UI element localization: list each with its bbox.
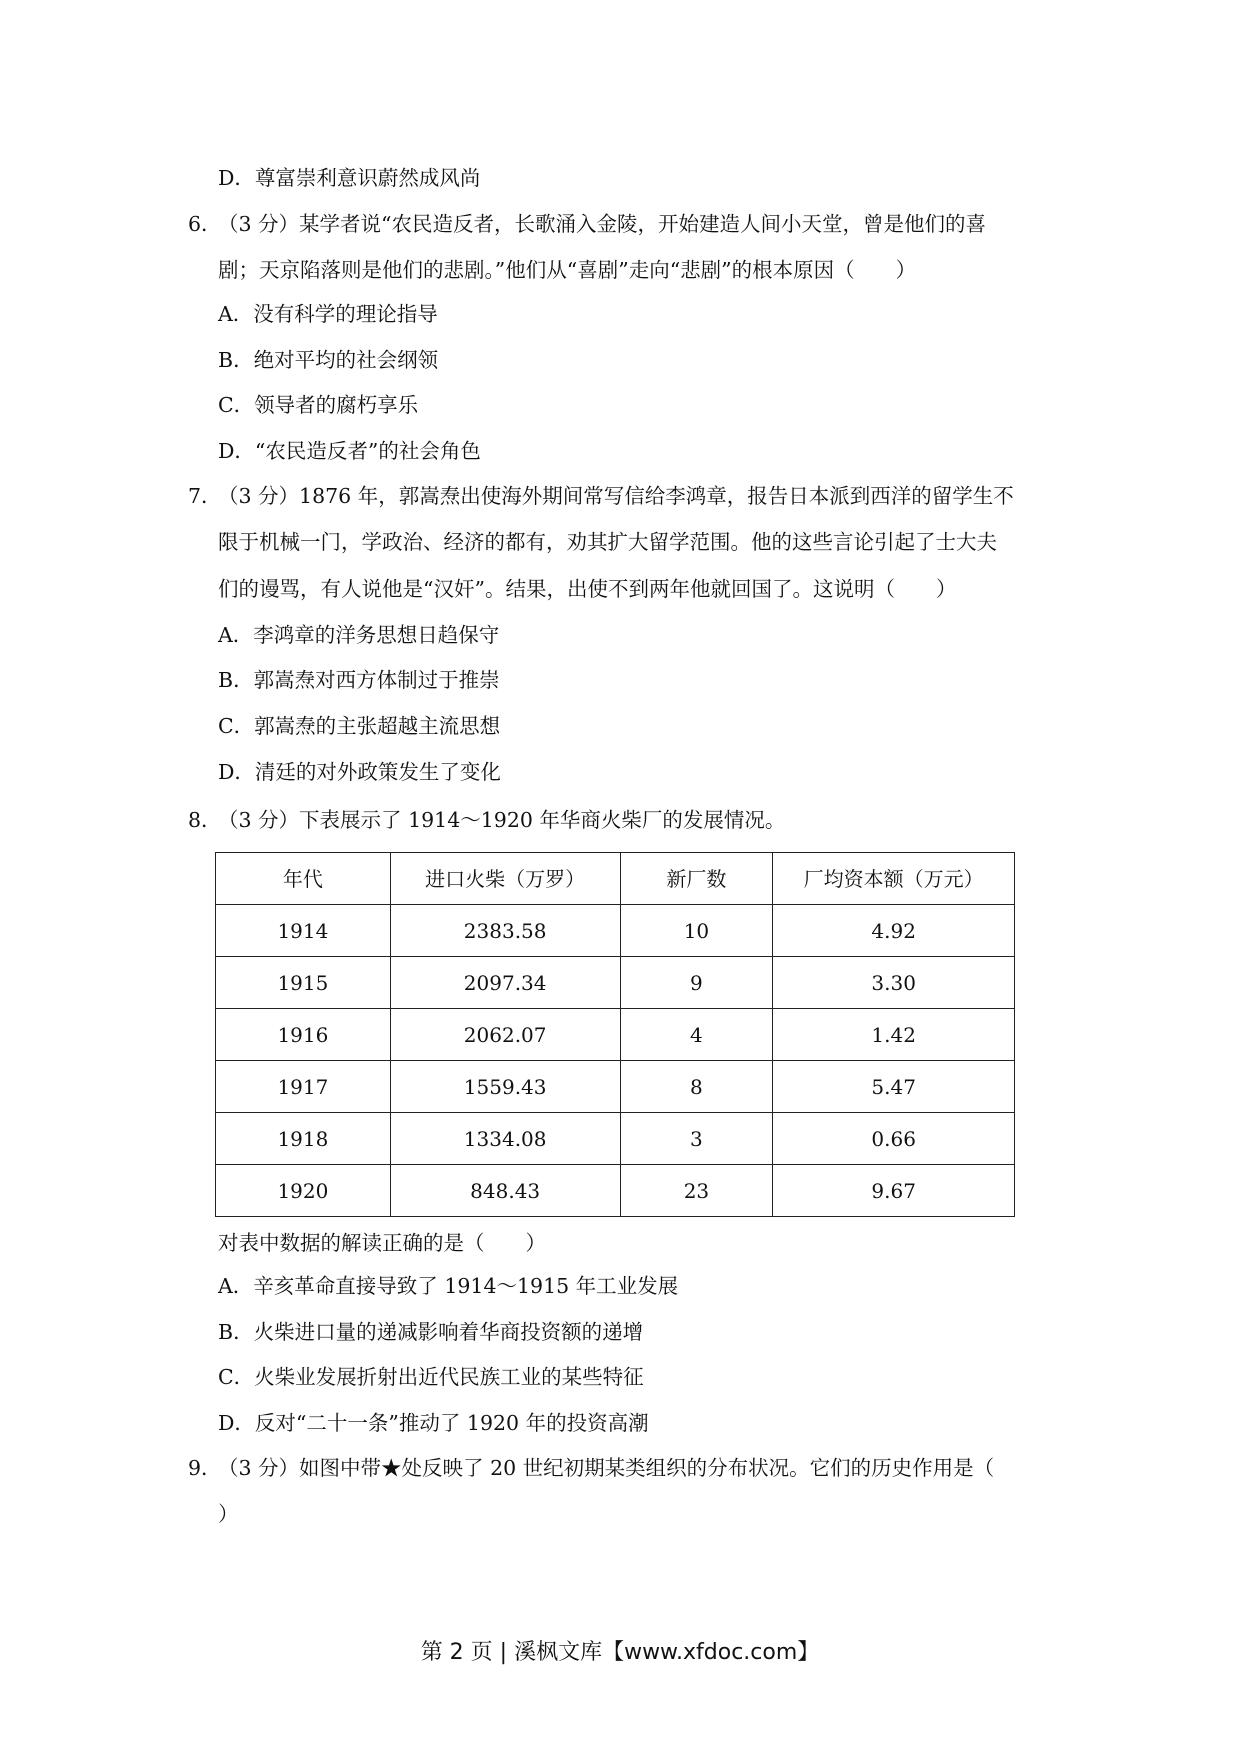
q6-number: 6． bbox=[188, 212, 222, 236]
table-cell: 1915 bbox=[216, 957, 391, 1009]
q9-line-1 bbox=[188, 1454, 994, 1482]
table-cell: 8 bbox=[620, 1061, 773, 1113]
table-cell: 1920 bbox=[216, 1165, 391, 1217]
table-header-cell: 年代 bbox=[216, 853, 391, 905]
q7-line-1 bbox=[188, 482, 1014, 510]
q6-option-a: A．没有科学的理论指导 bbox=[218, 302, 438, 326]
q8-option-c: C．火柴业发展折射出近代民族工业的某些特征 bbox=[218, 1365, 644, 1389]
q9-line-2: ） bbox=[218, 1502, 239, 1526]
table-row bbox=[216, 905, 1015, 957]
q7-option-b: B．郭嵩焘对西方体制过于推崇 bbox=[218, 668, 500, 692]
q9-number: 9． bbox=[188, 1456, 222, 1480]
q8-stem-1: （3 分）下表展示了 1914～1920 年华商火柴厂的发展情况。 bbox=[218, 808, 786, 832]
q6-option-b: B．绝对平均的社会纲领 bbox=[218, 348, 439, 372]
q8-line-1 bbox=[188, 806, 785, 834]
table-cell: 4.92 bbox=[773, 905, 1015, 957]
table-header-cell: 厂均资本额（万元） bbox=[773, 853, 1015, 905]
q6-stem-1: （3 分）某学者说“农民造反者，长歌涌入金陵，开始建造人间小天堂，曾是他们的喜 bbox=[218, 212, 987, 236]
q7-option-a: A．李鸿章的洋务思想日趋保守 bbox=[218, 623, 500, 647]
table-row bbox=[216, 1061, 1015, 1113]
table-cell: 2383.58 bbox=[390, 905, 620, 957]
q6-line-1 bbox=[188, 210, 986, 238]
table-header-row bbox=[216, 853, 1015, 905]
table-cell: 4 bbox=[620, 1009, 773, 1061]
q7-line-2: 限于机械一门，学政治、经济的都有，劝其扩大留学范围。他的这些言论引起了士大夫 bbox=[218, 530, 997, 554]
match-factory-table bbox=[215, 852, 1015, 1217]
q8-option-d: D．反对“二十一条”推动了 1920 年的投资高潮 bbox=[218, 1411, 649, 1435]
table-cell: 3.30 bbox=[773, 957, 1015, 1009]
table-cell: 23 bbox=[620, 1165, 773, 1217]
table-cell: 1914 bbox=[216, 905, 391, 957]
table-row bbox=[216, 957, 1015, 1009]
table-header-cell: 进口火柴（万罗） bbox=[390, 853, 620, 905]
table-cell: 1.42 bbox=[773, 1009, 1015, 1061]
q7-option-d: D．清廷的对外政策发生了变化 bbox=[218, 760, 501, 784]
table-cell: 10 bbox=[620, 905, 773, 957]
q7-option-c: C．郭嵩焘的主张超越主流思想 bbox=[218, 714, 501, 738]
table-row bbox=[216, 1113, 1015, 1165]
q6-option-d: D．“农民造反者”的社会角色 bbox=[218, 439, 481, 463]
q7-stem-1: （3 分）1876 年，郭嵩焘出使海外期间常写信给李鸿章，报告日本派到西洋的留学生不 bbox=[218, 484, 1014, 508]
table-cell: 2062.07 bbox=[390, 1009, 620, 1061]
table-cell: 9 bbox=[620, 957, 773, 1009]
table-cell: 5.47 bbox=[773, 1061, 1015, 1113]
table-cell: 1559.43 bbox=[390, 1061, 620, 1113]
table-cell: 9.67 bbox=[773, 1165, 1015, 1217]
q7-number: 7． bbox=[188, 484, 222, 508]
q6-line-2: 剧；天京陷落则是他们的悲剧。”他们从“喜剧”走向“悲剧”的根本原因（ ） bbox=[218, 258, 917, 282]
table-cell: 1917 bbox=[216, 1061, 391, 1113]
table-cell: 848.43 bbox=[390, 1165, 620, 1217]
q8-option-b: B．火柴进口量的递减影响着华商投资额的递增 bbox=[218, 1320, 644, 1344]
q7-line-3: 们的谩骂，有人说他是“汉奸”。结果，出使不到两年他就回国了。这说明（ ） bbox=[218, 577, 957, 601]
q9-stem-1: （3 分）如图中带★处反映了 20 世纪初期某类组织的分布状况。它们的历史作用是（ bbox=[218, 1456, 995, 1480]
table-cell: 2097.34 bbox=[390, 957, 620, 1009]
q6-option-c: C．领导者的腐朽享乐 bbox=[218, 393, 419, 417]
page-footer: 第 2 页 | 溪枫文库【www.xfdoc.com】 bbox=[420, 1640, 820, 1665]
q5-option-d: D．尊富崇利意识蔚然成风尚 bbox=[218, 166, 481, 190]
table-cell: 3 bbox=[620, 1113, 773, 1165]
table-cell: 1918 bbox=[216, 1113, 391, 1165]
table-row bbox=[216, 1009, 1015, 1061]
table-cell: 1916 bbox=[216, 1009, 391, 1061]
q8-number: 8． bbox=[188, 808, 222, 832]
table-header-cell: 新厂数 bbox=[620, 853, 773, 905]
table-cell: 1334.08 bbox=[390, 1113, 620, 1165]
q8-prompt: 对表中数据的解读正确的是（ ） bbox=[218, 1231, 546, 1255]
q8-option-a: A．辛亥革命直接导致了 1914～1915 年工业发展 bbox=[218, 1274, 679, 1298]
table-row bbox=[216, 1165, 1015, 1217]
table-cell: 0.66 bbox=[773, 1113, 1015, 1165]
